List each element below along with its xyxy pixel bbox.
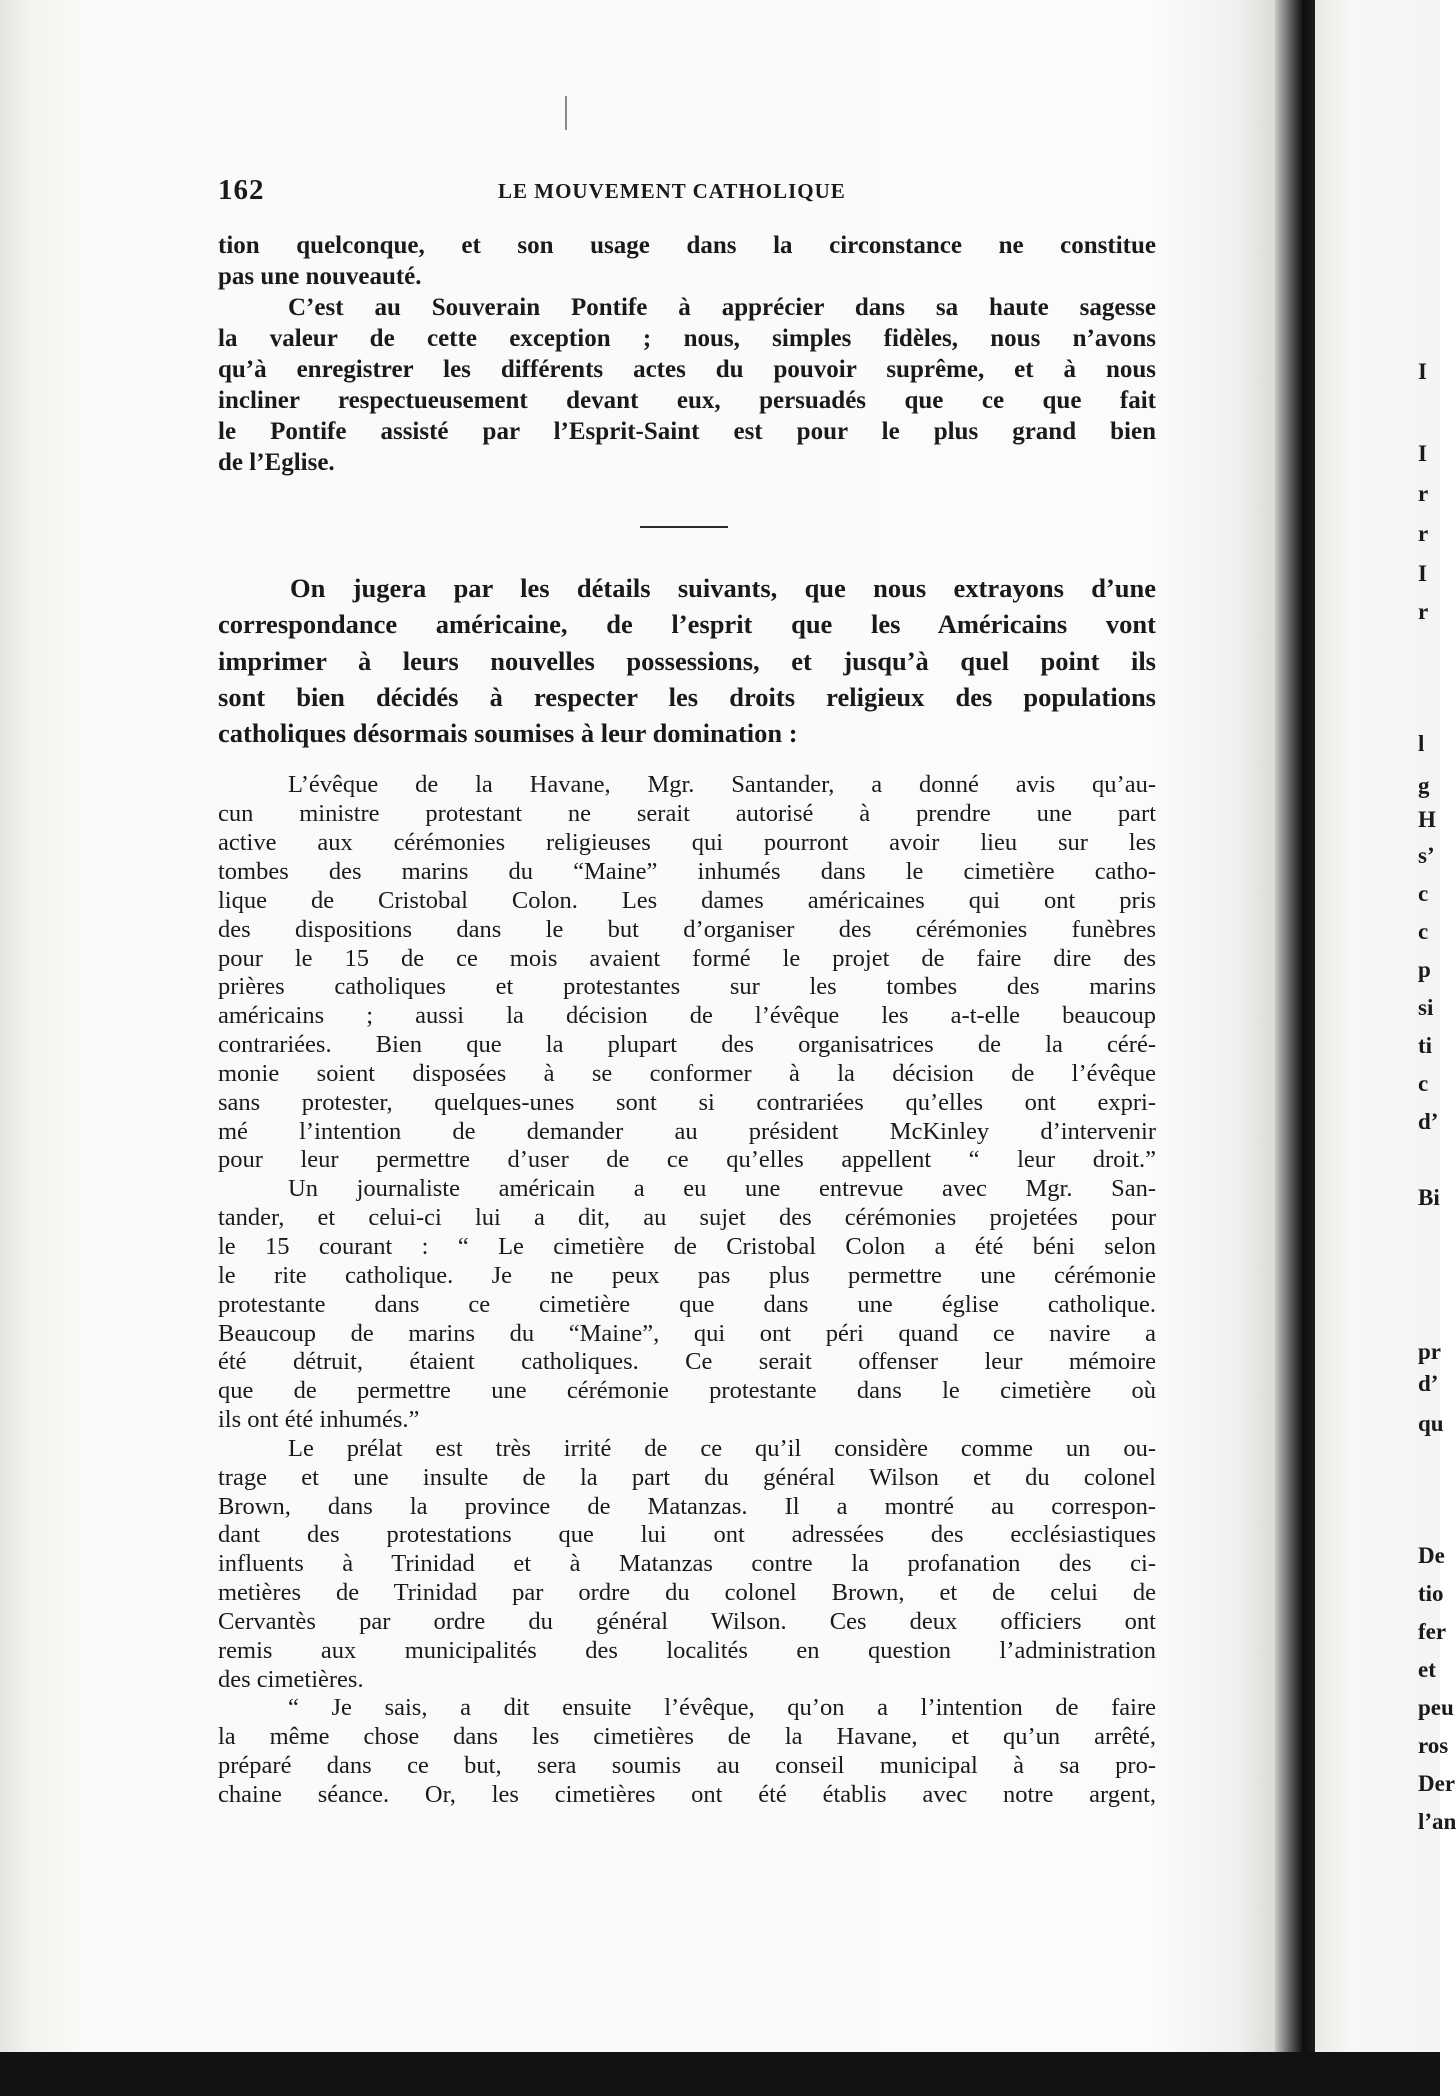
facing-page-fragment: qu bbox=[1418, 1411, 1444, 1436]
paragraph-journaliste bbox=[218, 1175, 1156, 1435]
facing-page-fragment: ti bbox=[1418, 1033, 1433, 1058]
text-line: pour le 15 de ce mois avaient formé le projet de faire dire des bbox=[218, 944, 1156, 972]
paragraph-prelat bbox=[218, 1435, 1156, 1695]
section-separator-rule bbox=[640, 526, 728, 528]
facing-page-fragment: c bbox=[1418, 1071, 1429, 1096]
facing-page-fragment: g bbox=[1418, 773, 1430, 798]
text-line: le 15 courant : “ Le cimetière de Cristobal Colon a été béni selon bbox=[218, 1232, 1156, 1260]
book-gutter-shadow bbox=[1275, 0, 1315, 2096]
facing-page-fragment: Bi bbox=[1418, 1185, 1440, 1210]
text-line: Le prélat est très irrité de ce qu’il considère comme un ou- bbox=[288, 1434, 1156, 1462]
facing-page-fragment: H bbox=[1418, 807, 1436, 832]
text-line: catholiques désormais soumises à leur domination : bbox=[218, 718, 798, 749]
page-body bbox=[218, 230, 1156, 1810]
text-line: été détruit, étaient catholiques. Ce serait offenser leur mémoire bbox=[218, 1348, 1156, 1376]
text-line: sans protester, quelques-unes sont si contrariées qu’elles ont expri- bbox=[218, 1088, 1156, 1116]
facing-page-fragment: Der bbox=[1418, 1771, 1456, 1796]
text-line: cun ministre protestant ne serait autorisé à prendre une part bbox=[218, 800, 1156, 828]
text-line: correspondance américaine, de l’esprit que les Américains vont bbox=[218, 609, 1156, 640]
text-line: préparé dans ce but, sera soumis au conseil municipal à sa pro- bbox=[218, 1752, 1156, 1780]
facing-page-fragment: peu bbox=[1418, 1695, 1454, 1720]
text-line: lique de Cristobal Colon. Les dames américaines qui ont pris bbox=[218, 886, 1156, 914]
quoted-correspondence bbox=[218, 771, 1156, 1809]
text-line: tion quelconque, et son usage dans la circonstance ne constitue bbox=[218, 232, 1156, 259]
text-line: monie soient disposées à se conformer à la décision de l’évêque bbox=[218, 1059, 1156, 1087]
text-line: Cervantès par ordre du général Wilson. Ces deux officiers ont bbox=[218, 1607, 1156, 1635]
scan-speck bbox=[565, 96, 567, 130]
text-line: pour leur permettre d’user de ce qu’elles appellent “ leur droit.” bbox=[218, 1146, 1156, 1174]
text-line: ils ont été inhumés.” bbox=[218, 1406, 420, 1434]
facing-page-fragment: De bbox=[1418, 1543, 1445, 1568]
text-line: imprimer à leurs nouvelles possessions, et jusqu’à quel point ils bbox=[218, 645, 1156, 676]
text-line: tander, et celui-ci lui a dit, au sujet des cérémonies projetées pour bbox=[218, 1204, 1156, 1232]
text-line: des dispositions dans le but d’organiser des cérémonies funèbres bbox=[218, 915, 1156, 943]
facing-page-fragment: p bbox=[1418, 957, 1431, 982]
text-line: américains ; aussi la décision de l’évêque les a-t-elle beaucoup bbox=[218, 1002, 1156, 1030]
text-line: influents à Trinidad et à Matanzas contre la profanation des ci- bbox=[218, 1550, 1156, 1578]
paragraph-je-sais bbox=[218, 1694, 1156, 1809]
text-line: C’est au Souverain Pontife à apprécier dans sa haute sagesse bbox=[288, 294, 1156, 321]
facing-page-fragment: d’ bbox=[1418, 1371, 1439, 1396]
text-line: metières de Trinidad par ordre du colonel Brown, et de celui de bbox=[218, 1579, 1156, 1607]
text-line: la même chose dans les cimetières de la Havane, et qu’un arrêté, bbox=[218, 1723, 1156, 1751]
facing-page-fragment: c bbox=[1418, 919, 1429, 944]
text-line: incliner respectueusement devant eux, persuadés que ce que fait bbox=[218, 387, 1156, 414]
text-line: On jugera par les détails suivants, que nous extrayons d’une bbox=[290, 573, 1156, 603]
text-line: dant des protestations que lui ont adressées des ecclésiastiques bbox=[218, 1521, 1156, 1549]
text-line: L’évêque de la Havane, Mgr. Santander, a donné avis qu’au- bbox=[288, 771, 1156, 799]
scan-bottom-edge bbox=[0, 2052, 1440, 2096]
paragraph-pontife bbox=[218, 292, 1156, 478]
facing-page-fragment: r bbox=[1418, 521, 1429, 546]
text-line: sont bien décidés à respecter les droits religieux des populations bbox=[218, 681, 1156, 712]
paragraph-eveque-havane bbox=[218, 771, 1156, 1175]
paragraph-introduction bbox=[218, 570, 1156, 751]
text-line: “ Je sais, a dit ensuite l’évêque, qu’on a l’intention de faire bbox=[288, 1694, 1156, 1722]
text-line: Un journaliste américain a eu une entrevue avec Mgr. San- bbox=[288, 1175, 1156, 1203]
running-head bbox=[218, 174, 1158, 208]
paragraph-continuation bbox=[218, 230, 1156, 292]
text-line: que de permettre une cérémonie protestante dans le cimetière où bbox=[218, 1377, 1156, 1405]
text-line: active aux cérémonies religieuses qui pourront avoir lieu sur les bbox=[218, 829, 1156, 857]
text-line: le Pontife assisté par l’Esprit-Saint est pour le plus grand bien bbox=[218, 418, 1156, 445]
text-line: Beaucoup de marins du “Maine”, qui ont péri quand ce navire a bbox=[218, 1319, 1156, 1347]
facing-page-fragment: tio bbox=[1418, 1581, 1444, 1606]
facing-page-fragment: si bbox=[1418, 995, 1434, 1020]
text-line: mé l’intention de demander au président McKinley d’intervenir bbox=[218, 1117, 1156, 1145]
text-line: chaine séance. Or, les cimetières ont été établis avec notre argent, bbox=[218, 1781, 1156, 1809]
facing-page-fragment: I bbox=[1418, 359, 1427, 384]
text-line: qu’à enregistrer les différents actes du pouvoir suprême, et à nous bbox=[218, 356, 1156, 383]
text-line: remis aux municipalités des localités en question l’administration bbox=[218, 1636, 1156, 1664]
facing-page-fragment: d’ bbox=[1418, 1109, 1439, 1134]
facing-page-fragment: et bbox=[1418, 1657, 1436, 1682]
facing-page-fragment: r bbox=[1418, 599, 1429, 624]
text-line: protestante dans ce cimetière que dans une église catholique. bbox=[218, 1290, 1156, 1318]
facing-page-fragment: l bbox=[1418, 731, 1425, 756]
page-number: 162 bbox=[218, 174, 265, 206]
text-line: prières catholiques et protestantes sur les tombes des marins bbox=[218, 973, 1156, 1001]
text-line: de l’Eglise. bbox=[218, 449, 335, 476]
facing-page-fragment: l’an bbox=[1418, 1809, 1456, 1834]
text-line: contrariées. Bien que la plupart des organisatrices de la céré- bbox=[218, 1031, 1156, 1059]
text-line: trage et une insulte de la part du général Wilson et du colonel bbox=[218, 1463, 1156, 1491]
facing-page-fragment: pr bbox=[1418, 1339, 1441, 1364]
text-line: des cimetières. bbox=[218, 1665, 364, 1693]
facing-page-fragment: r bbox=[1418, 481, 1429, 506]
facing-page-fragment: I bbox=[1418, 441, 1427, 466]
facing-page-fragment: s’ bbox=[1418, 843, 1435, 868]
text-line: tombes des marins du “Maine” inhumés dans le cimetière catho- bbox=[218, 858, 1156, 886]
text-line: pas une nouveauté. bbox=[218, 263, 422, 290]
text-line: Brown, dans la province de Matanzas. Il a montré au correspon- bbox=[218, 1492, 1156, 1520]
text-line: le rite catholique. Je ne peux pas plus permettre une cérémonie bbox=[218, 1261, 1156, 1289]
facing-page-fragment: ros bbox=[1418, 1733, 1449, 1758]
text-line: la valeur de cette exception ; nous, simples fidèles, nous n’avons bbox=[218, 325, 1156, 352]
facing-page-fragment: I bbox=[1418, 561, 1427, 586]
running-title: LE MOUVEMENT CATHOLIQUE bbox=[498, 179, 846, 203]
facing-page-fragment: fer bbox=[1418, 1619, 1447, 1644]
facing-page-fragment: c bbox=[1418, 881, 1429, 906]
